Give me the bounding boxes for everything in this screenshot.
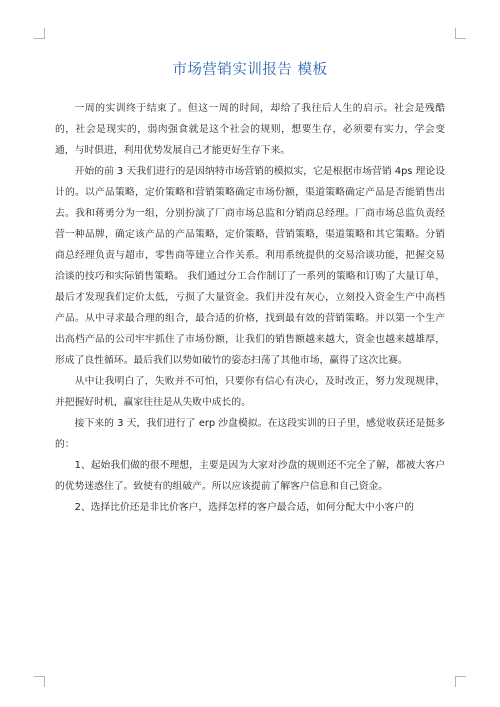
paragraph-point-1: 1、起始我们做的很不理想，主要是因为大家对沙盘的规则还不完全了解，都被大客户的优势迷惑住了。致使有的组破产。所以应该提前了解客户信息和自己资金。 [55, 460, 445, 492]
document-title: 市场营销实训报告 模板 [172, 62, 328, 78]
paragraph-point-2: 2、选择比价还是非比价客户，选择怎样的客户最合适，如何分配大中小客户的 [74, 502, 414, 513]
paragraph-lesson: 从中让我明白了，失败并不可怕，只要你有信心有决心，及时改正，努力发现规律，并把握好时机，赢家往往是从失败中成长的。 [55, 376, 445, 408]
paragraph-market-simulation: 开始的前 3 天我们进行的是因纳特市场营销的模拟实，它是根据市场营销 4ps 理论设计的。以产品策略，定价策略和营销策略确定市场份额，渠道策略确定产品是否能销售出去。我和蒋勇分为一组，分别扮演了厂商市场总监和分销商总经理。厂商市场总监负责经营一种品牌，确定该产品的产品策略，定价策略，营销策略，渠道策略和其它策略。分销商总经理负责与超市，零售商等建立合作关系。利用系统提供的交易洽谈功能，把握交易洽谈的技巧和实际销售策略。 我们通过分工合作制订了一系列的策略和订购了大量订单，最后才发现我们定价太低，亏损了大量资金。我们并没有灰心，立刻投入资金生产中高档产品。从中寻求最合理的组合，最合适的价格，找到最有效的营销策略。并以第一个生产出高档产品的公司牢牢抓住了市场份额，让我们的销售额越来越大，资金也越来越雄厚，形成了良性循环。最后我们以势如破竹的姿态扫荡了其他市场，赢得了这次比赛。 [55, 166, 445, 366]
crop-mark-top-right [455, 28, 466, 39]
crop-mark-bottom-left [34, 676, 45, 687]
document-page [55, 58, 445, 518]
paragraph-intro: 一周的实训终于结束了。但这一周的时间，却给了我往后人生的启示。社会是残酷的，社会是现实的，弱肉强食就是这个社会的规则，想要生存，必须要有实力，学会变通，与时俱进，利用优势发展自己才能更好生存下来。 [55, 103, 445, 156]
crop-mark-bottom-right [455, 676, 466, 687]
paragraph-erp-intro: 接下来的 3 天，我们进行了 erp 沙盘模拟。在这段实训的日子里，感觉收获还是挺多的： [55, 418, 445, 450]
crop-mark-top-left [34, 28, 45, 39]
